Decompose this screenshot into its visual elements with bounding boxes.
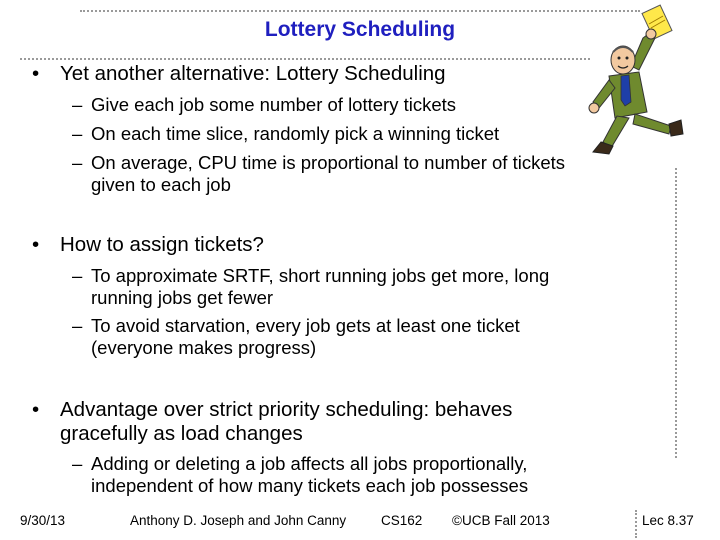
bullet-text: How to assign tickets? (60, 233, 264, 256)
footer-date: 9/30/13 (20, 513, 66, 528)
sub-bullet-text: Adding or deleting a job affects all jobs proportionally, independent of how many tickets each job possesses (91, 453, 529, 496)
dash-icon: – (72, 265, 83, 286)
footer-authors: Anthony D. Joseph and John Canny (130, 513, 347, 528)
sub-bullet-text: To avoid starvation, every job gets at least one ticket (everyone makes progress) (91, 315, 520, 358)
bullet-text: Yet another alternative: Lottery Scheduling (60, 62, 446, 85)
footer-course: CS162 (381, 513, 423, 528)
footer-copyright: ©UCB Fall 2013 (452, 513, 550, 528)
dash-icon: – (72, 94, 83, 115)
bullet-icon: • (32, 62, 40, 85)
sub-bullet-text: On each time slice, randomly pick a winning ticket (91, 123, 500, 144)
footer-lecture-number: Lec 8.37 (642, 513, 694, 528)
slide-title: Lottery Scheduling (264, 18, 456, 41)
title-dotted-rule (20, 58, 590, 60)
sub-bullet-text: On average, CPU time is proportional to number of tickets given to each job (91, 152, 566, 195)
bullet-icon: • (32, 398, 40, 421)
dash-icon: – (72, 315, 83, 336)
sub-bullet-text: Give each job some number of lottery tickets (91, 94, 457, 115)
bullet-icon: • (32, 233, 40, 256)
dash-icon: – (72, 123, 83, 144)
dash-icon: – (72, 453, 83, 474)
right-dotted-rule (675, 168, 677, 458)
bottom-right-dotted-rule (635, 510, 637, 538)
top-dotted-rule (80, 10, 640, 12)
bullet-text: Advantage over strict priority scheduling: behaves gracefully as load changes (60, 398, 513, 445)
sub-bullet-text: To approximate SRTF, short running jobs get more, long running jobs get fewer (91, 265, 550, 308)
dash-icon: – (72, 152, 83, 173)
